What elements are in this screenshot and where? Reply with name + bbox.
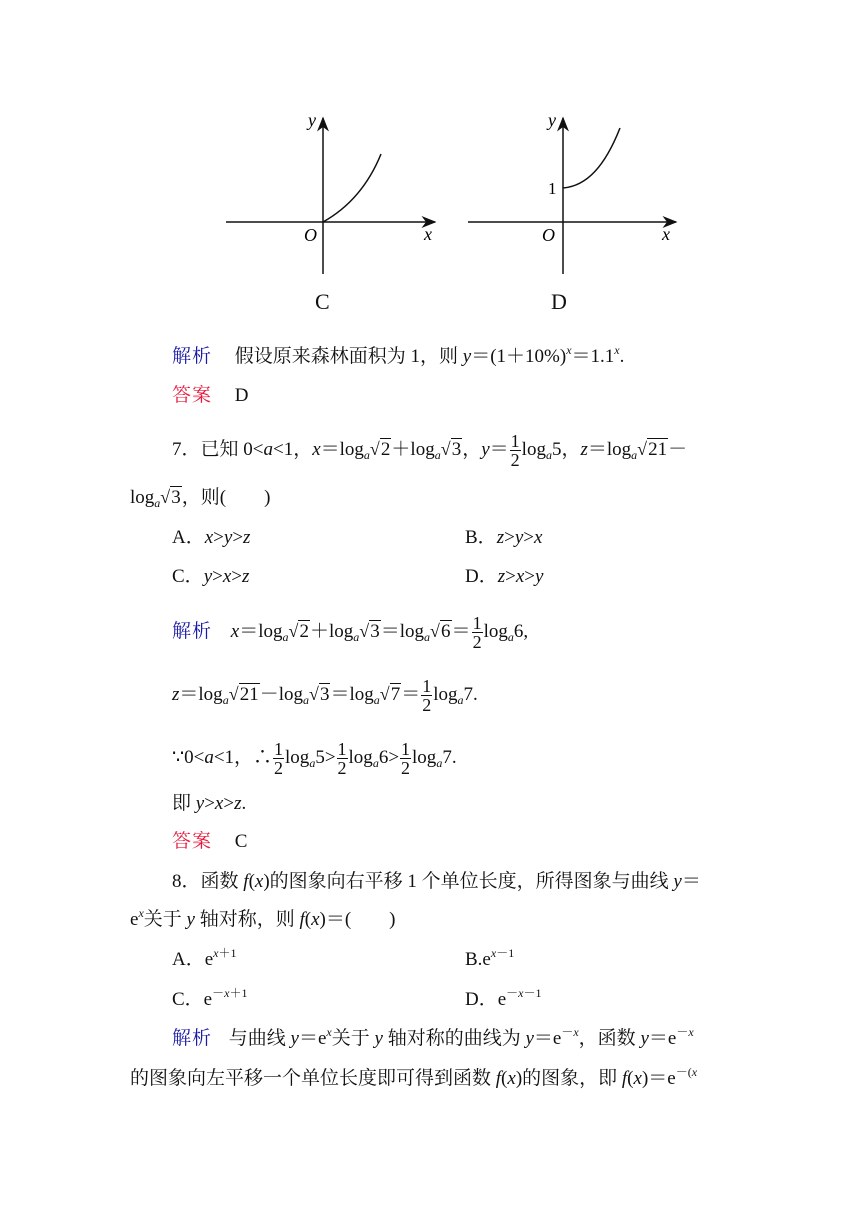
q7-stem-line2: $\log_a√$ 3，则( ): [130, 486, 270, 510]
q7-option-d: D．z>x>y: [465, 566, 544, 587]
q7-jiexi-line1: 解析 $x=\log_a√$ $2+\log_a√$ $3=\log_a√$ 6＝ $\frac{1}{2}$ $\log_a6$,: [172, 614, 528, 651]
jiexi-label: 解析: [172, 620, 213, 642]
q7-answer: C: [234, 831, 248, 852]
q7-answer-line: [172, 830, 247, 854]
q7-jiexi-line3: ∵0<a<1，∴ $\frac{1}{2}$ $\log_a5>$ $\frac{1}{2}$ $\log_a6>$ $\frac{1}{2}$ $\log_a7$.: [172, 739, 457, 778]
q8-option-a: A．$e^{x+1}$: [172, 946, 237, 970]
origin-label: O: [304, 225, 317, 245]
q6-jiexi-text: 假设原来森林面积为 1，则: [234, 346, 463, 367]
jiexi-label: 解析: [172, 1028, 213, 1049]
q7-jiexi-line2: $z=\log_a√$ $21-\log_a√$ $3=\log_a√$ 7＝ $\frac{1}{2}$ $\log_a7$.: [172, 677, 478, 714]
x-axis-label: x: [424, 224, 432, 244]
graph-d-caption: D: [551, 289, 567, 314]
q7-jiexi-line4: 即 y>x>z.: [172, 793, 247, 814]
curve: [563, 128, 620, 188]
daan-label: 答案: [172, 831, 213, 852]
q8-jiexi-line2: 的图象向左平移一个单位长度即可得到函数 f(x)的图象，即 $f(x)=e^{-(x}$: [130, 1065, 698, 1089]
daan-label: 答案: [172, 385, 213, 406]
q8-option-d: D．$e^{-x-1}$: [465, 986, 542, 1010]
q7-option-c: C．y>x>z: [172, 566, 250, 587]
q6-answer-line: [172, 384, 249, 408]
q8-option-c: C．$e^{-x+1}$: [172, 986, 248, 1010]
y-axis-label: y: [308, 110, 316, 130]
graph-c-caption: C: [315, 289, 330, 314]
q6-jiexi-line: 解析 假设原来森林面积为 1，则 $y=(1+10\%)^x=1.1^x$.: [172, 343, 625, 367]
q8-option-b: $B.e^{x-1}$: [465, 946, 515, 970]
graph-c: [220, 106, 450, 276]
q7-option-b: B．z>y>x: [465, 527, 543, 548]
q7-option-a: A．x>y>z: [172, 527, 251, 548]
graph-d: [462, 106, 692, 276]
y-axis-label: y: [548, 110, 556, 130]
curve: [323, 154, 381, 222]
tick-one-label: 1: [548, 179, 557, 198]
q6-answer: D: [234, 385, 249, 406]
q8-stem-line2: $e^x$关于 y 轴对称，则 f(x)＝( ): [130, 906, 396, 930]
x-axis-label: x: [662, 224, 670, 244]
jiexi-label: 解析: [172, 346, 213, 367]
q7-number: 7．: [172, 438, 201, 460]
q7-stem-line1: 7．已知 0<a<1，$x=\log_a√$ $2+\log_a√$ 3，y＝ $\frac{1}{2}$ $\log_a5$，$z=\log_a√$ 21－: [172, 432, 687, 469]
q8-stem-line1: 8．函数 f(x)的图象向右平移 1 个单位长度，所得图象与曲线 y＝: [172, 871, 701, 892]
q8-number: 8．: [172, 871, 201, 892]
q8-jiexi-line1: 解析 与曲线 $y=e^x$关于 y 轴对称的曲线为 $y=e^{-x}$，函数 $y=e^{-x}$: [172, 1025, 694, 1049]
origin-label: O: [542, 225, 555, 245]
